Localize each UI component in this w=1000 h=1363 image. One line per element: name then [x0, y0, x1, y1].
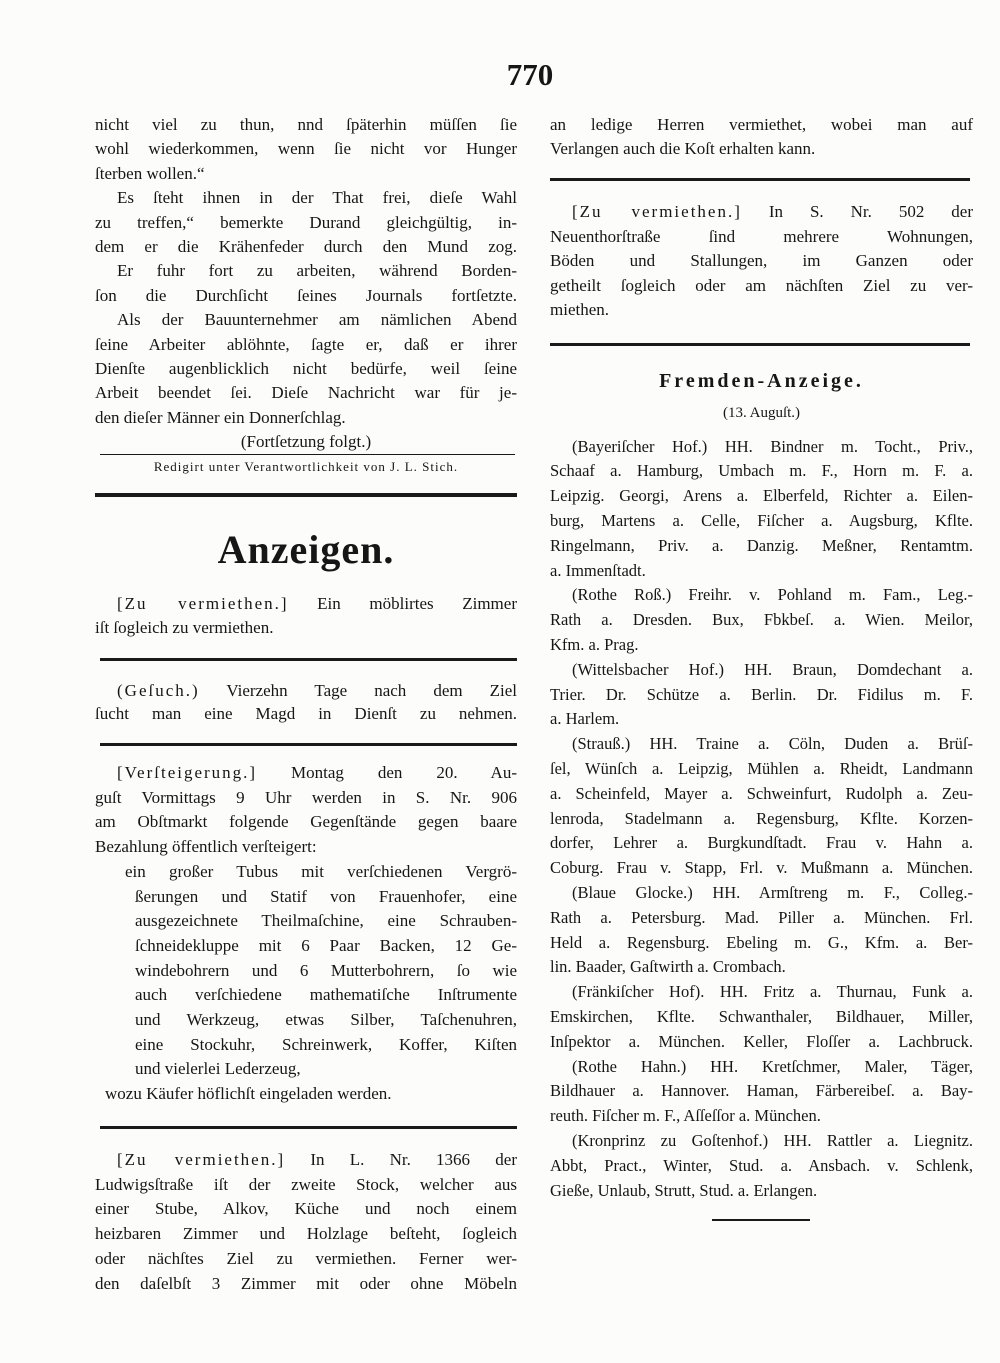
arrival-text: HH. Rattler a. Liegnitz.: [783, 1130, 974, 1150]
ad-line: ßerungen und Statif von Frauenhofer, eine: [135, 886, 517, 906]
arrival-line: Emskirchen, Kflte. Schwanthaler, Bildhauer, Miller,: [550, 1006, 973, 1026]
ad-text: Ein möblirtes Zimmer: [317, 594, 517, 613]
arrival-line: lin. Baader, Gaſtwirth a. Crombach.: [550, 957, 786, 977]
ad-line: [95, 1148, 517, 1173]
ad-line: iſt ſogleich zu vermiethen.: [95, 618, 274, 637]
hotel-name: (Wittelsbacher Hof.): [572, 659, 724, 679]
ad-line: heizbaren Zimmer und Holzlage beſteht, ſogleich: [95, 1224, 517, 1244]
ad-dwellings-to-let: [550, 200, 973, 323]
ad-line: ſucht man eine Magd in Dienſt zu nehmen.: [95, 704, 517, 723]
story-line: ſon die Durchſicht ſeines Journals fortſetzte.: [95, 285, 517, 305]
editor-note: Redigirt unter Verantwortlichkeit von J. L. Stich.: [153, 459, 459, 474]
arrival-line: [550, 732, 973, 757]
ad-line: [95, 679, 517, 702]
hotel-name: (Rothe Hahn.): [572, 1056, 687, 1076]
story-line: ſeine Arbeiter ablöhnte, ſagte er, daß er ihrer: [95, 334, 517, 354]
arrival-text: HH. Armſtreng m. F., Colleg.-: [712, 882, 973, 902]
story-line: ſterben wollen.“: [95, 163, 205, 183]
section-rule: [95, 493, 517, 497]
arrival-line: Trier. Dr. Schütze a. Berlin. Dr. Fidilus m. F.: [550, 684, 973, 704]
hotel-name: (Strauß.): [572, 734, 631, 754]
arrival-line: [550, 583, 973, 608]
hotel-name: (Blaue Glocke.): [572, 882, 693, 902]
arrival-line: reuth. Fiſcher m. F., Aſſeſſor a. München.: [550, 1106, 821, 1126]
ad-auction: [95, 761, 517, 1107]
ad-line: windebohrern und 6 Mutterbohrern, ſo wie: [135, 960, 517, 980]
story-line: Als der Bauunternehmer am nämlichen Abend: [117, 310, 517, 330]
hotel-name: (Fränkiſcher Hof).: [572, 982, 705, 1002]
arrival-line: [550, 1055, 973, 1080]
ad-label: [Zu vermiethen.]: [572, 202, 742, 221]
ad-line: ausgezeichnete Theilmaſchine, eine Schrauben-: [135, 911, 517, 931]
arrival-line: Rath a. Petersburg. Mad. Piller a. München. Frl.: [550, 907, 973, 927]
arrival-line: Rath a. Dresden. Bux, Fbkbeſ. a. Wien. Meilor,: [550, 610, 973, 630]
ad-line: auch verſchiedene mathematiſche Inſtrumente: [135, 985, 517, 1005]
ad-line: Verlangen auch die Koſt erhalten kann.: [550, 139, 816, 159]
ad-line: einer Stube, Alkov, Küche und noch einem: [95, 1199, 517, 1219]
ad-room-to-let: [95, 592, 517, 640]
page-number: 770: [506, 57, 554, 92]
ad-line: Böden und Stallungen, im Ganzen oder: [550, 251, 973, 270]
ad-text: In L. Nr. 1366 der: [310, 1150, 517, 1169]
arrival-line: [550, 881, 973, 906]
ad-label: [Zu vermiethen.]: [117, 1150, 286, 1169]
ad-line: am Obſtmarkt folgende Gegenſtände gegen baare: [95, 812, 517, 832]
ad-line: eine Stockuhr, Schreinwerk, Koffer, Kiſten: [135, 1034, 517, 1054]
ad-divider: [550, 178, 970, 181]
ad-line: [95, 761, 517, 786]
arrival-line: lenroda, Stadelmann a. Regensburg, Kflte. Korzen-: [550, 808, 973, 828]
story-line: zu treffen,“ bemerkte Durand gleichgültig, in-: [95, 212, 517, 232]
ad-line: an ledige Herren vermiethet, wobei man auf: [550, 115, 973, 134]
arrivals-date: (13. Auguſt.): [722, 405, 801, 421]
ad-label: [Verſteigerung.]: [117, 763, 258, 782]
arrival-line: [550, 658, 973, 683]
ad-line: getheilt ſogleich oder am nächſten Ziel zu ver-: [550, 275, 973, 295]
arrival-text: HH. Fritz a. Thurnau, Funk a.: [719, 982, 973, 1002]
arrival-line: Ringelmann, Priv. a. Danzig. Meßner, Rentamtm.: [550, 535, 973, 555]
arrival-line: Gieße, Unlaub, Strutt, Stud. a. Erlangen.: [550, 1180, 818, 1200]
arrival-line: dorfer, Lehrer a. Burgkundſtadt. Frau v. Hahn a.: [550, 833, 973, 853]
ad-line: und vielerlei Lederzeug,: [135, 1059, 301, 1079]
ad-line: Neuenthorſtraße ſind mehrere Wohnungen,: [550, 226, 973, 246]
arrival-line: ſel, Wünſch a. Leipzig, Mühlen a. Rheidt, Landmann: [550, 758, 973, 778]
ads-heading: Anzeigen.: [217, 527, 395, 572]
ad-text: Montag den 20. Au-: [291, 763, 517, 782]
arrival-line: [550, 980, 973, 1005]
continuation-note: (Fortſetzung folgt.): [240, 432, 372, 452]
arrival-line: Schaaf a. Hamburg, Umbach m. F., Horn m. F. a.: [550, 461, 973, 481]
ad-divider: [100, 658, 517, 661]
ad-line: wozu Käufer höflichſt eingeladen werden.: [105, 1084, 392, 1104]
ad-label: (Geſuch.): [117, 681, 200, 700]
arrival-line: a. Scheinfeld, Mayer a. Schweinfurt, Rudolph a. Zeu-: [550, 783, 973, 803]
ad-apartment-to-let: [95, 1148, 517, 1296]
ad-request: [95, 679, 517, 725]
ad-line: Bezahlung öffentlich verſteigert:: [95, 837, 317, 857]
end-rule: [712, 1219, 810, 1221]
arrival-line: Abbt, Pract., Winter, Stud. a. Ansbach. v. Schlenk,: [550, 1155, 973, 1175]
ad-line: [550, 200, 973, 225]
arrival-line: Held a. Regensburg. Ebeling m. G., Kfm. a. Ber-: [550, 932, 973, 952]
story-line: nicht viel zu thun, nnd ſpäterhin müſſen ſie: [95, 115, 517, 134]
arrival-line: [550, 1129, 973, 1154]
arrival-line: Inſpektor a. München. Keller, Floſſer a. Lachbruck.: [550, 1031, 973, 1051]
ad-label: [Zu vermiethen.]: [117, 594, 289, 613]
section-rule: [550, 343, 970, 346]
ad-line: den daſelbſt 3 Zimmer mit oder ohne Möbeln: [95, 1273, 517, 1293]
hotel-name: (Rothe Roß.): [572, 585, 672, 605]
ad-line: miethen.: [550, 300, 610, 319]
ad-line: guſt Vormittags 9 Uhr werden in S. Nr. 906: [95, 787, 517, 807]
arrival-text: Freihr. v. Pohland m. Fam., Leg.-: [688, 585, 973, 605]
story-line: Er fuhr fort zu arbeiten, während Borden-: [117, 261, 517, 281]
hotel-name: (Bayeriſcher Hof.): [572, 436, 708, 456]
arrival-line: [550, 435, 973, 460]
ad-line: ſchneidekluppe mit 6 Paar Backen, 12 Ge-: [135, 935, 517, 955]
ad-line: Ludwigsſtraße iſt der zweite Stock, welcher aus: [95, 1174, 517, 1194]
story-line: dem er die Krähenfeder durch den Mund zog.: [95, 237, 517, 257]
arrival-line: a. Harlem.: [550, 709, 620, 729]
arrival-line: a. Immenſtadt.: [550, 560, 646, 580]
arrival-line: Coburg. Frau v. Stapp, Frl. v. Mußmann a. München.: [550, 858, 973, 878]
arrival-text: HH. Traine a. Cöln, Duden a. Brüſ-: [649, 734, 973, 754]
arrivals-list: [550, 435, 973, 1204]
arrival-text: HH. Bindner m. Tocht., Priv.,: [724, 436, 974, 456]
ad-line: ein großer Tubus mit verſchiedenen Vergrö-: [125, 861, 517, 881]
arrival-line: Leipzig. Georgi, Arens a. Elberfeld, Richter a. Eilen-: [550, 486, 973, 506]
arrival-line: burg, Martens a. Celle, Fiſcher a. Augsburg, Kflte.: [550, 510, 973, 530]
ad-text: Vierzehn Tage nach dem Ziel: [226, 681, 517, 700]
arrivals-title: Fremden-Anzeige.: [659, 370, 864, 392]
story-line: wohl wiederkommen, wenn ſie nicht vor Hunger: [95, 139, 517, 159]
story-line: Dienſte augenblicklich nicht bedürfe, weil ſeine: [95, 359, 517, 379]
story-line: Es ſteht ihnen in der That frei, dieſe Wahl: [117, 188, 517, 208]
ad-divider: [100, 1126, 517, 1129]
arrival-line: Kfm. a. Prag.: [550, 634, 639, 654]
ad-line: [95, 592, 517, 616]
story-line: den dieſer Männer ein Donnerſchlag.: [95, 407, 346, 427]
story-line: Arbeit beendet ſei. Dieſe Nachricht war für je-: [95, 383, 517, 403]
ad-line: und Werkzeug, etwas Silber, Taſchenuhren,: [135, 1010, 517, 1030]
ad-continuation: [550, 113, 973, 162]
story-text: [95, 113, 517, 455]
thin-rule: [100, 454, 515, 455]
ad-line: oder nächſtes Ziel zu vermiethen. Ferner wer-: [95, 1248, 517, 1268]
arrival-text: HH. Braun, Domdechant a.: [744, 659, 973, 679]
arrival-line: Bildhauer a. Hannover. Haman, Färbereibeſ. a. Bay-: [550, 1081, 973, 1101]
hotel-name: (Kronprinz zu Goſtenhof.): [572, 1130, 769, 1150]
ad-text: In S. Nr. 502 der: [768, 202, 974, 221]
ad-divider: [100, 743, 517, 746]
arrival-text: HH. Kretſchmer, Maler, Täger,: [710, 1056, 973, 1076]
